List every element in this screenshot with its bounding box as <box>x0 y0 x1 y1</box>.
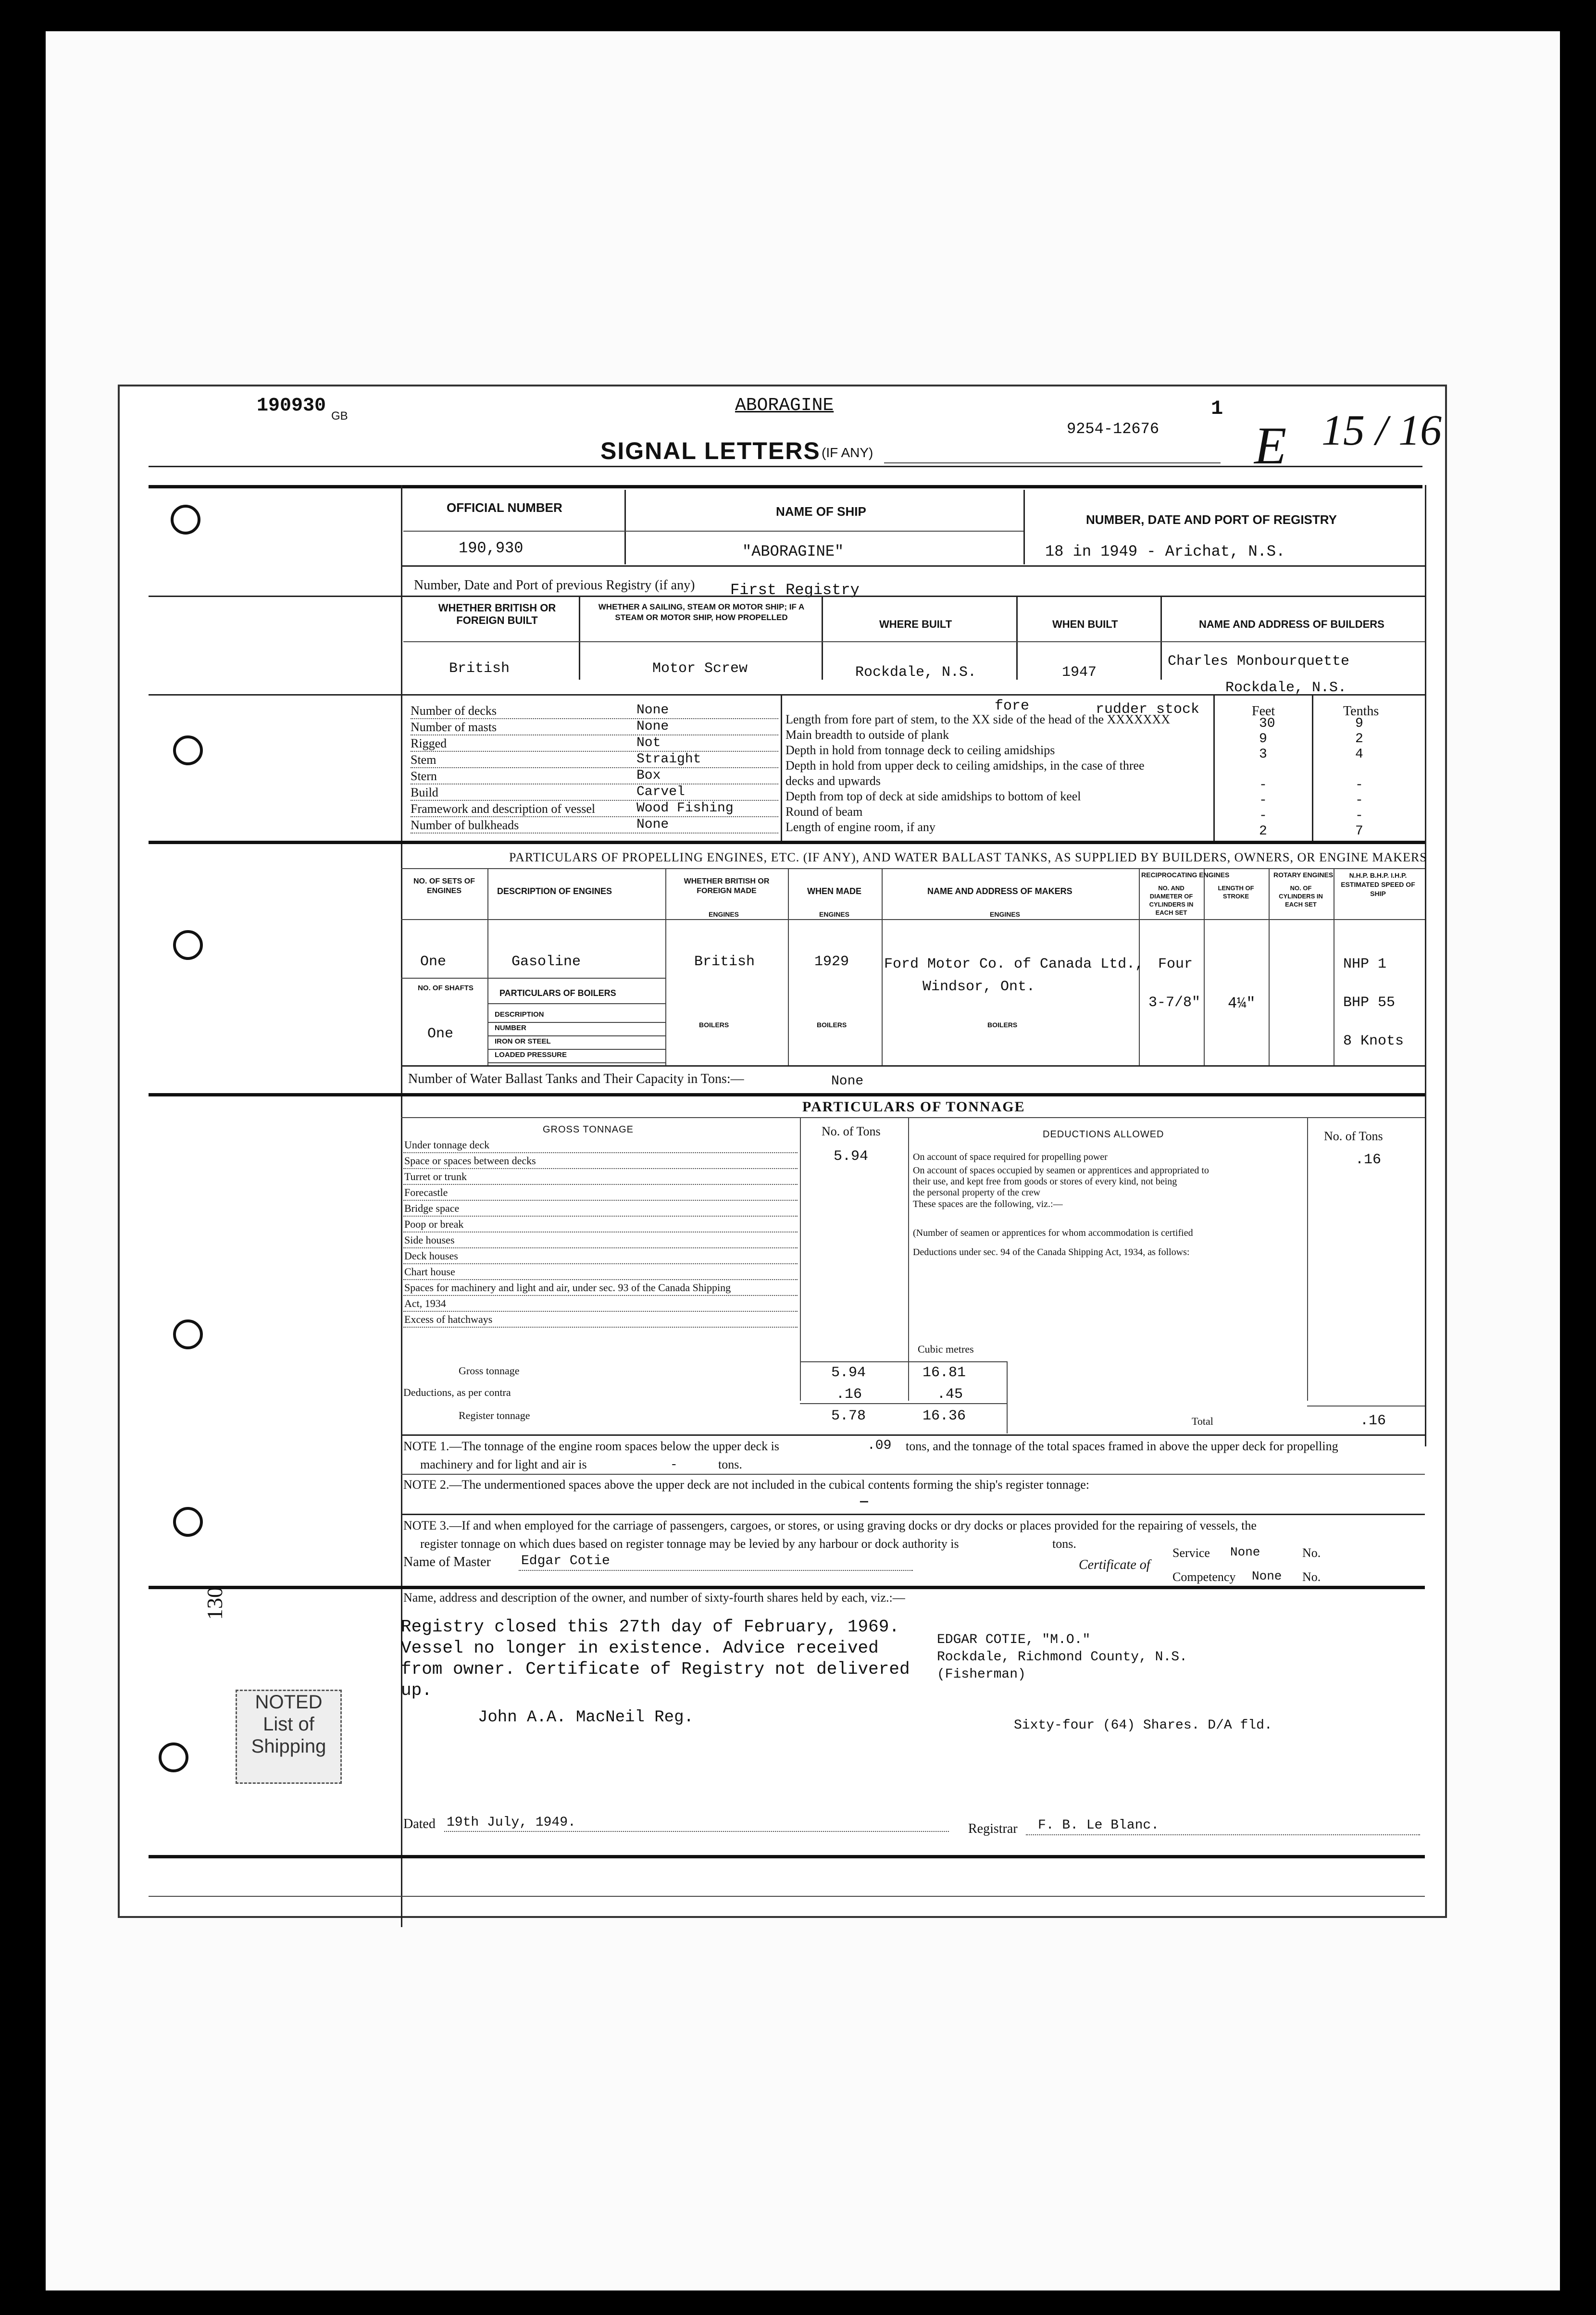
builder-address: Rockdale, N.S. <box>1225 680 1347 696</box>
left-column-rule <box>401 485 402 1927</box>
register-cubic-metres: 16.36 <box>923 1408 966 1424</box>
rule <box>149 1896 1425 1897</box>
register-tons: 5.78 <box>831 1408 866 1424</box>
competency-value: None <box>1252 1569 1282 1583</box>
dimension-label: Depth in hold from upper deck to ceiling amidships, in the case of three <box>786 759 1145 772</box>
dotted-rule <box>403 1327 798 1328</box>
dimension-tenths: 7 <box>1355 824 1363 839</box>
dimension-label: Length from fore part of stem, to the XX side of the head of the XXXXXXX <box>786 712 1171 726</box>
dimension-tenths: 4 <box>1355 747 1363 762</box>
gross-row-label: Deck houses <box>404 1250 458 1262</box>
under-deck-tons: 5.94 <box>834 1148 869 1165</box>
tons-column-label-2: No. of Tons <box>1324 1129 1383 1143</box>
gross-row-label: Act, 1934 <box>404 1297 446 1309</box>
ballast-value: None <box>831 1074 864 1089</box>
dated-line <box>444 1831 949 1832</box>
when-built-label: WHEN BUILT <box>1052 618 1118 630</box>
owner-line: (Fisherman) <box>937 1667 1026 1682</box>
boiler-row-label: DESCRIPTION <box>495 1010 544 1019</box>
rotary-cylinders-label: NO. OF CYLINDERS IN EACH SET <box>1279 884 1323 908</box>
gross-row-label: Turret or trunk <box>404 1170 467 1182</box>
dimension-feet: - <box>1259 793 1267 808</box>
dotted-rule <box>403 1263 798 1264</box>
rule <box>149 1855 1425 1858</box>
total-deductions: .16 <box>1360 1413 1386 1429</box>
note-1: NOTE 1.—The tonnage of the engine room spaces below the upper deck is <box>403 1439 779 1453</box>
boilers-sublabel: BOILERS <box>699 1021 729 1029</box>
power-label: N.H.P. B.H.P. I.H.P. ESTIMATED SPEED OF SHIP <box>1341 871 1415 897</box>
dotted-rule <box>411 767 778 768</box>
rule <box>665 868 666 1065</box>
structure-value: None <box>636 703 669 718</box>
dotted-rule <box>403 1216 798 1217</box>
nhp: NHP 1 <box>1343 956 1387 972</box>
structure-label: Stern <box>411 769 437 783</box>
rule <box>403 531 1023 532</box>
rule <box>1160 596 1162 680</box>
registrar-name: F. B. Le Blanc. <box>1038 1818 1160 1833</box>
rule <box>401 1514 1425 1515</box>
rule <box>800 1403 1007 1404</box>
rule <box>487 1049 665 1050</box>
deduction-row-label: Deductions under sec. 94 of the Canada Shipping Act, 1934, as follows: <box>913 1247 1190 1257</box>
closure-line: up. <box>401 1680 432 1700</box>
engine-maker-address: Windsor, Ont. <box>923 979 1035 995</box>
punch-hole <box>173 930 203 960</box>
structure-label: Number of bulkheads <box>411 818 519 832</box>
dimension-tenths: - <box>1355 809 1363 823</box>
deduction-row-label: On account of space required for propelling power <box>913 1152 1108 1162</box>
service-no-label: No. <box>1302 1546 1321 1560</box>
margin-number: 130 <box>202 1587 227 1620</box>
structure-label: Number of decks <box>411 704 497 718</box>
rule <box>800 1361 1007 1362</box>
dotted-rule <box>403 1152 798 1153</box>
gross-tons: 5.94 <box>831 1365 866 1381</box>
rule <box>800 1117 801 1401</box>
owner-line: Rockdale, Richmond County, N.S. <box>937 1650 1187 1665</box>
structure-value: None <box>636 719 669 734</box>
dimension-tenths: - <box>1355 793 1363 808</box>
boiler-row-label: NUMBER <box>495 1024 526 1032</box>
note-3: NOTE 3.—If and when employed for the carriage of passengers, cargoes, or stores, or using graving docks or dry docks or places provided for the repairing of vessels, the <box>403 1518 1257 1532</box>
rule <box>487 1035 665 1036</box>
structure-label: Rigged <box>411 736 447 750</box>
deduction-row-label: the personal property of the crew <box>913 1187 1040 1198</box>
engine-desc-label: DESCRIPTION OF ENGINES <box>497 886 612 896</box>
dotted-rule <box>411 718 778 719</box>
competency-label: Competency <box>1172 1570 1236 1584</box>
master-label: Name of Master <box>403 1555 491 1569</box>
stroke-length: 4¼" <box>1228 995 1256 1012</box>
closure-line: from owner. Certificate of Registry not delivered <box>401 1659 910 1679</box>
gross-row-label: Poop or break <box>404 1218 464 1230</box>
engine-sets-label: NO. OF SETS OF ENGINES <box>413 877 475 895</box>
gross-row-label: Under tonnage deck <box>404 1139 490 1151</box>
rule <box>401 1434 1425 1436</box>
shafts-label: NO. OF SHAFTS <box>418 984 474 992</box>
master-name: Edgar Cotie <box>521 1554 610 1568</box>
structure-value: Not <box>636 735 661 750</box>
engine-when: 1929 <box>814 954 849 970</box>
gb-mark: GB <box>331 410 348 423</box>
rule <box>1213 694 1215 841</box>
dimension-label: Depth from top of deck at side amidships to bottom of keel <box>786 789 1081 803</box>
feet-label: Feet <box>1252 704 1275 719</box>
gross-row-label: Spaces for machinery and light and air, under sec. 93 of the Canada Shipping <box>404 1282 731 1294</box>
where-built: Rockdale, N.S. <box>855 664 977 681</box>
rule <box>149 596 1425 597</box>
rule <box>822 596 823 680</box>
rule <box>788 868 789 1065</box>
british-built-label: WHETHER BRITISH OR FOREIGN BUILT <box>438 602 556 626</box>
engines-sublabel: ENGINES <box>990 910 1021 918</box>
dotted-rule <box>403 1247 798 1248</box>
propulsion-label: WHETHER A SAILING, STEAM OR MOTOR SHIP; IF A STEAM OR MOTOR SHIP, HOW PROPELLED <box>598 602 805 622</box>
boiler-row-label: IRON OR STEEL <box>495 1037 551 1045</box>
when-built: 1947 <box>1062 664 1097 681</box>
registrar-line <box>1026 1834 1420 1835</box>
estimated-speed: 8 Knots <box>1343 1033 1404 1049</box>
reference-number: 9254-12676 <box>1067 420 1160 438</box>
registry-card <box>118 385 1447 1918</box>
certificate-label: Certificate of <box>1079 1557 1150 1572</box>
rotary-label: ROTARY ENGINES <box>1273 871 1334 879</box>
punch-hole <box>159 1742 188 1772</box>
cylinders-label: NO. AND DIAMETER OF CYLINDERS IN EACH SET <box>1149 884 1194 916</box>
noted-stamp <box>236 1690 342 1784</box>
engine-when-label: WHEN MADE <box>807 886 861 896</box>
note-1-line2: machinery and for light and air is <box>420 1457 587 1471</box>
structure-label: Build <box>411 785 438 799</box>
deduction-row-label: These spaces are the following, viz.:— <box>913 1199 1063 1209</box>
rule <box>1204 868 1205 1065</box>
deduction-tons: .16 <box>836 1386 862 1403</box>
signal-letters-if-any: (IF ANY) <box>822 445 873 460</box>
dated-label: Dated <box>403 1817 436 1831</box>
dimension-label: Length of engine room, if any <box>786 820 935 834</box>
note-2-dash: — <box>860 1494 868 1509</box>
structure-value: Box <box>636 768 661 783</box>
note-1-cont: tons, and the tonnage of the total spaces framed in above the upper deck for propelling <box>906 1439 1338 1453</box>
previous-registry: First Registry <box>730 581 860 599</box>
dimension-tenths: 9 <box>1355 716 1363 731</box>
rule <box>1307 1117 1308 1401</box>
builder-name: Charles Monbourquette <box>1168 653 1350 670</box>
rule <box>487 1003 665 1004</box>
dotted-rule <box>403 1311 798 1312</box>
boiler-row-label: LOADED PRESSURE <box>495 1051 567 1059</box>
gross-tonnage-row-label: Gross tonnage <box>459 1365 520 1377</box>
dimension-label: decks and upwards <box>786 774 881 788</box>
dimension-feet: 2 <box>1259 824 1267 839</box>
stamp-line: Shipping <box>251 1736 326 1757</box>
where-built-label: WHERE BUILT <box>879 618 952 630</box>
boilers-label: PARTICULARS OF BOILERS <box>499 988 616 998</box>
dimension-feet: - <box>1259 809 1267 823</box>
ballast-label: Number of Water Ballast Tanks and Their Capacity in Tons:— <box>408 1071 744 1086</box>
tonnage-title: PARTICULARS OF TONNAGE <box>802 1099 1025 1115</box>
previous-registry-label: Number, Date and Port of previous Registry (if any) <box>414 578 695 593</box>
official-number: 190,930 <box>459 539 524 557</box>
dotted-rule <box>403 1295 798 1296</box>
builders-label: NAME AND ADDRESS OF BUILDERS <box>1199 618 1384 630</box>
rule <box>149 841 1425 844</box>
rule <box>579 596 580 680</box>
stamp-line: NOTED <box>255 1692 323 1713</box>
rule <box>487 1062 665 1063</box>
rule <box>1016 596 1018 680</box>
gross-row-label: Forecastle <box>404 1186 448 1198</box>
deduction-row-label: On account of spaces occupied by seamen or apprentices and appropriated to <box>913 1165 1209 1176</box>
dotted-rule <box>403 1279 798 1280</box>
tons-column-label: No. of Tons <box>822 1124 881 1138</box>
dotted-rule <box>411 751 778 752</box>
rule <box>1023 490 1025 564</box>
closure-line: Vessel no longer in existence. Advice received <box>401 1638 879 1658</box>
fore-insert: fore <box>995 698 1030 714</box>
structure-value: Carvel <box>636 784 685 799</box>
dotted-rule <box>403 1184 798 1185</box>
register-tonnage-label: Register tonnage <box>459 1409 530 1421</box>
punch-hole <box>173 735 203 765</box>
note-1-value: .09 <box>867 1438 892 1453</box>
rule <box>149 485 1422 488</box>
deductions-allowed-label: DEDUCTIONS ALLOWED <box>1043 1129 1164 1140</box>
rule <box>149 466 1422 467</box>
dimension-feet: 3 <box>1259 747 1267 762</box>
closure-line: Registry closed this 27th day of February, 1969. <box>401 1617 899 1637</box>
dated-value: 19th July, 1949. <box>447 1815 576 1830</box>
gross-row-label: Side houses <box>404 1234 455 1246</box>
engine-british-label: WHETHER BRITISH OR FOREIGN MADE <box>684 877 770 895</box>
ship-name-top: ABORAGINE <box>735 395 834 416</box>
rule <box>401 1065 1425 1067</box>
handwritten-e: E <box>1254 416 1287 475</box>
owner-line: EDGAR COTIE, "M.O." <box>937 1632 1091 1647</box>
deduction-row-label: their use, and kept free from goods or stores of every kind, not being <box>913 1176 1177 1187</box>
shafts: One <box>427 1026 454 1042</box>
registrar-label: Registrar <box>968 1821 1018 1836</box>
dimension-feet: 30 <box>1259 716 1275 731</box>
registry-port: 18 in 1949 - Arichat, N.S. <box>1045 543 1285 560</box>
page-number: 1 <box>1211 397 1223 420</box>
gross-row-label: Chart house <box>404 1266 455 1278</box>
rule <box>882 868 883 1065</box>
punch-hole <box>173 1507 203 1537</box>
official-number-label: OFFICIAL NUMBER <box>447 500 562 515</box>
tenths-label: Tenths <box>1343 704 1379 719</box>
rule <box>1007 1361 1008 1433</box>
cylinder-count: Four <box>1158 956 1193 972</box>
gross-tonnage-label: GROSS TONNAGE <box>543 1124 634 1135</box>
dotted-rule <box>403 1168 798 1169</box>
competency-no-label: No. <box>1302 1570 1321 1584</box>
signal-letters-label: SIGNAL LETTERS <box>600 437 821 464</box>
rule <box>487 1022 665 1023</box>
punch-hole <box>171 505 200 535</box>
propelling-tons: .16 <box>1355 1152 1382 1168</box>
master-name-line <box>519 1570 913 1571</box>
rule <box>149 694 1425 696</box>
signature: John A.A. MacNeil Reg. <box>478 1708 694 1727</box>
note-1-dash: - <box>670 1457 678 1472</box>
registry-port-label: NUMBER, DATE AND PORT OF REGISTRY <box>1086 512 1337 527</box>
rule <box>403 641 1425 642</box>
shares: Sixty-four (64) Shares. D/A fld. <box>1014 1718 1272 1733</box>
engine-sets: One <box>420 954 447 970</box>
structure-value: None <box>636 817 669 832</box>
rule <box>401 978 665 979</box>
rule <box>149 1093 1425 1096</box>
rule <box>624 490 626 564</box>
gross-row-label: Space or spaces between decks <box>404 1155 536 1167</box>
boilers-sublabel: BOILERS <box>987 1021 1018 1029</box>
british-built: British <box>449 660 510 677</box>
gross-row-label: Excess of hatchways <box>404 1313 493 1325</box>
rule <box>401 919 1425 920</box>
ship-name-label: NAME OF SHIP <box>776 504 866 519</box>
rule <box>401 1117 1425 1118</box>
engine-makers-label: NAME AND ADDRESS OF MAKERS <box>927 886 1072 896</box>
rule <box>908 1117 909 1401</box>
structure-value: Straight <box>636 752 701 767</box>
service-label: Service <box>1172 1546 1210 1560</box>
note-2: NOTE 2.—The undermentioned spaces above the upper deck are not included in the cubical contents forming the ship's register tonnage: <box>403 1478 1090 1492</box>
deduction-row-label: (Number of seamen or apprentices for whom accommodation is certified <box>913 1228 1193 1238</box>
structure-value: Wood Fishing <box>636 801 734 816</box>
deductions-row-label: Deductions, as per contra <box>403 1386 511 1398</box>
note-1-tons: tons. <box>718 1457 742 1471</box>
engine-british: British <box>694 954 755 970</box>
dotted-rule <box>411 734 778 735</box>
stroke-label: LENGTH OF STROKE <box>1218 884 1254 900</box>
propulsion: Motor Screw <box>652 660 748 677</box>
total-label: Total <box>1192 1415 1213 1427</box>
engines-title: PARTICULARS OF PROPELLING ENGINES, ETC. (IF ANY), AND WATER BALLAST TANKS, AS SUPPLIED BY BUILDERS, OWNERS, OR ENGINE MAKERS <box>509 850 1427 864</box>
engine-description: Gasoline <box>511 954 581 970</box>
structure-label: Number of masts <box>411 720 497 734</box>
boilers-sublabel: BOILERS <box>817 1021 847 1029</box>
note-3-tons: tons. <box>1052 1537 1076 1551</box>
handwritten-fraction: 15 / 16 <box>1322 407 1442 454</box>
dimension-feet: 9 <box>1259 732 1267 747</box>
gross-row-label: Bridge space <box>404 1202 460 1214</box>
signal-letters-line <box>884 462 1221 463</box>
dimension-label: Depth in hold from tonnage deck to ceiling amidships <box>786 743 1055 757</box>
structure-label: Stem <box>411 753 436 767</box>
dimension-label: Round of beam <box>786 805 863 819</box>
right-column-rule <box>1425 485 1426 1446</box>
rule <box>401 565 1425 567</box>
dotted-rule <box>403 1200 798 1201</box>
dimension-tenths: - <box>1355 778 1363 793</box>
deduction-cubic-metres: .45 <box>937 1386 963 1403</box>
engines-sublabel: ENGINES <box>709 910 739 918</box>
dimension-tenths: 2 <box>1355 732 1363 747</box>
reciprocating-label: RECIPROCATING ENGINES <box>1141 871 1230 879</box>
dotted-rule <box>411 816 778 817</box>
official-number-top: 190930 <box>257 395 326 417</box>
engines-sublabel: ENGINES <box>819 910 850 918</box>
rule <box>149 1586 1425 1589</box>
rule <box>401 868 1425 869</box>
stamp-line: List of <box>263 1714 314 1735</box>
cubic-metres-label: Cubic metres <box>918 1343 974 1355</box>
rule <box>1269 868 1270 1065</box>
bhp: BHP 55 <box>1343 995 1396 1011</box>
dimension-feet: - <box>1259 778 1267 793</box>
engine-maker-name: Ford Motor Co. of Canada Ltd., <box>884 956 1144 972</box>
ship-name: "ABORAGINE" <box>742 543 844 560</box>
rudder-stock-insert: rudder stock <box>1096 701 1200 718</box>
gross-cubic-metres: 16.81 <box>923 1365 966 1381</box>
owner-label: Name, address and description of the owner, and number of sixty-fourth shares held by each, viz.:— <box>403 1591 905 1605</box>
service-value: None <box>1230 1545 1260 1559</box>
rule <box>1312 694 1313 841</box>
rule <box>401 1474 1425 1475</box>
rule <box>781 694 782 841</box>
note-3-line2: register tonnage on which dues based on register tonnage may be levied by any harbour or dock authority is <box>420 1537 959 1551</box>
dimension-label: Main breadth to outside of plank <box>786 728 949 742</box>
structure-label: Framework and description of vessel <box>411 802 596 816</box>
punch-hole <box>173 1319 203 1349</box>
dotted-rule <box>411 833 778 834</box>
cylinder-diameter: 3-7/8" <box>1148 995 1201 1011</box>
